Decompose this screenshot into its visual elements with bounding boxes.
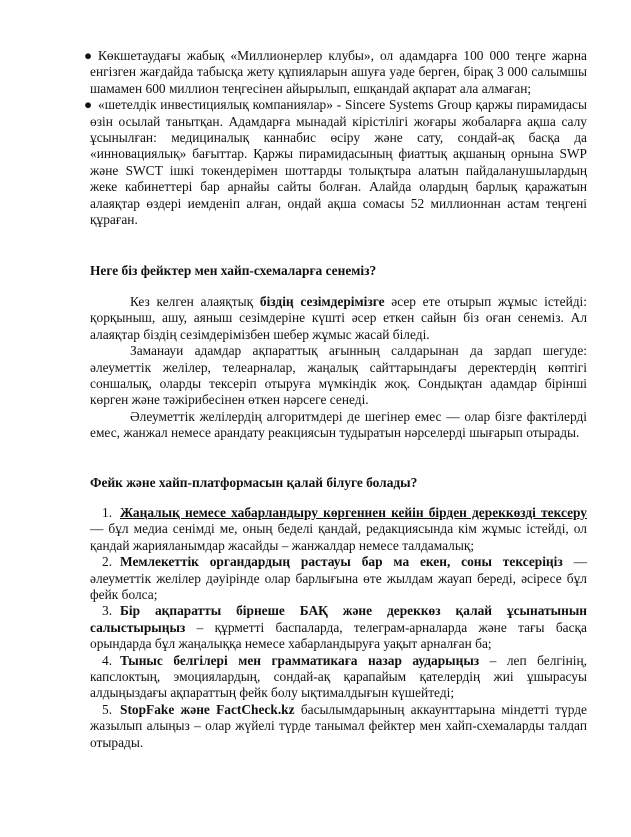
section-heading-2: Фейк және хайп-платформасын қалай білуге болады?: [90, 474, 418, 490]
paragraph-1-bold: біздің сезімдерімізге: [259, 293, 385, 309]
list-item: 4. Тыныс белгілері мен грамматикаға назар аударыңыз – леп белгінің, капслоктың, эмоциялардың, сондай-ақ қарапайым қателердің жиі ұшырасуы алдыңыздағы ақпараттың фейк болу ықтималдығын күшейтеді;: [90, 652, 587, 701]
list-item-3-bold: Бір ақпаратты бірнеше БАҚ және дереккөз қалай ұсынатынын салыстырыңыз: [90, 603, 587, 635]
list-item-2-rest: — әлеуметтік желілер дәуірінде олар барлығына өте жылдам жауап береді, әсіресе бұл фейк болса;: [90, 554, 587, 602]
bullet-2-rest: пирамидасы өзін осылай танытқан. Адамдарға мынадай кірістілігі жоғары жобаларға ақша салу ұсынылған: медициналық каннабис өсіру және сату, сондай-ақ басқа да «инновациялық» бағыттар. Қаржы пирамидасының фиаттық ақшаның орнына SWP және SWCT ішкі токендерімен шоттарды толықтыра алатын пайдаланушылардың жеке кабинеттері бар арнайы сайты болған. Алайда олардың барлық қаражатын алаяқтар өздері иемденіп алған, ондай ақша сомасы 52 миллионнан астам теңгені құраған.: [90, 97, 587, 228]
list-item-4-bold: Тыныс белгілері мен грамматикаға назар аударыңыз: [120, 652, 480, 668]
bullet-2-lead: «шетелдік инвестициялық компаниялар» - Sincere Systems Group қаржы: [98, 97, 513, 113]
list-item-1-rest: — бұл медиа сенімді ме, оның беделі қандай, редакциясында кім жұмыс істейді, ол қандай жарияланымдар жасайды – жанжалдар немесе талдамалық;: [90, 521, 587, 553]
list-item: 1. Жаңалық немесе хабарландыру көргеннен кейін бірден дереккөзді тексеру — бұл медиа сенімді ме, оның беделі қандай, редакциясында кім жұмыс істейді, ол қандай жарияланымдар жасайды – жанжалдар немесе талдамалық;: [90, 504, 587, 553]
list-item: 2. Мемлекеттік органдардың растауы бар ма екен, соны тексеріңіз — әлеуметтік желілер дәуірінде олар барлығына өте жылдам жауап береді, әсіресе бұл фейк болса;: [90, 554, 587, 602]
list-item-4-rest: – леп белгінің, капслоктың, эмоциялардың, сондай-ақ қарапайым қателердің жиі ұшырасуы алдыңыздағы ақпараттың фейк болу ықтималдығын күшейтеді;: [90, 652, 587, 701]
bullet-1-rest: теңге жарна енгізген жағдайда табысқа жету құпияларын ашуға уәде берген, бірақ 3 000 салымшы шамамен 600 миллион теңгесінен айырылып, ешқандай ақпарат ала алмаған;: [90, 48, 587, 96]
section-heading-1: Неге біз фейктер мен хайп-схемаларға сенеміз?: [90, 263, 377, 279]
paragraph-1-end: әсер ете отырып жұмыс істейді: қорқыныш, ашу, аяныш сезімдеріне күшті әсер еткен сайын біз оған сенеміз. Ал алаяқтар біздің сезімдерімізбен шебер жұмыс жасай біледі.: [90, 293, 587, 342]
paragraph-1: [90, 294, 587, 343]
list-item-5-rest: басылымдарының аккаунттарына міндетті түрде жазылып алыңыз – олар жүйелі түрде танымал фейктер мен хайп-схемаларды талдап отырады.: [90, 701, 587, 750]
bullet-item-2: [84, 97, 587, 228]
list-item-2-bold: Мемлекеттік органдардың растауы бар ма екен, соны тексеріңіз: [120, 554, 563, 570]
bullet-icon: ●: [84, 48, 93, 63]
list-item-3-rest: – құрметті баспаларда, телеграм-арналарда және тағы басқа орындарда бұл жаңалыққа немесе хабарландыруға уақыт арналған ба;: [90, 619, 587, 652]
list-item-5-bold: StopFake және FactCheck.kz: [120, 701, 295, 717]
bullet-item-1: [84, 48, 587, 97]
list-item: 3. Бір ақпаратты бірнеше БАҚ және дереккөз қалай ұсынатынын салыстырыңыз – құрметті баспаларда, телеграм-арналарда және тағы басқа орындарда бұл жаңалыққа немесе хабарландыруға уақыт арналған ба;: [90, 603, 587, 652]
paragraph-2: Заманауи адамдар ақпараттық ағынның салдарынан да зардап шегуде: әлеуметтік желілер, телеарналар, жаңалық сайттарындағы деректердің көптігі соншалық, оларды тексеріп отыруға мүмкіндік жоқ. Сондықтан адамдар бірінші көрген және тәжірибесінен өткен нәрсеге сенеді.: [90, 343, 587, 408]
paragraph-1-start: Кез келген алаяқтық: [130, 293, 260, 309]
bullet-1-lead: Көкшетаудағы жабық «Миллионерлер клубы», ол адамдарға 100 000: [98, 48, 510, 63]
list-item-1-bold: Жаңалық немесе хабарландыру көргеннен кейін бірден дереккөзді тексеру: [120, 504, 587, 520]
bullet-icon: ●: [84, 97, 93, 113]
tips-list: [90, 505, 587, 751]
paragraph-3: Әлеуметтік желілердің алгоритмдері де шегінер емес — олар бізге фактілерді емес, жанжал немесе арандату реакциясын тудыратын нәрселерді шығарып отырады.: [90, 408, 587, 441]
list-item: 5. StopFake және FactCheck.kz басылымдарының аккаунттарына міндетті түрде жазылып алыңыз – олар жүйелі түрде танымал фейктер мен хайп-схемаларды талдап отырады.: [90, 701, 587, 750]
